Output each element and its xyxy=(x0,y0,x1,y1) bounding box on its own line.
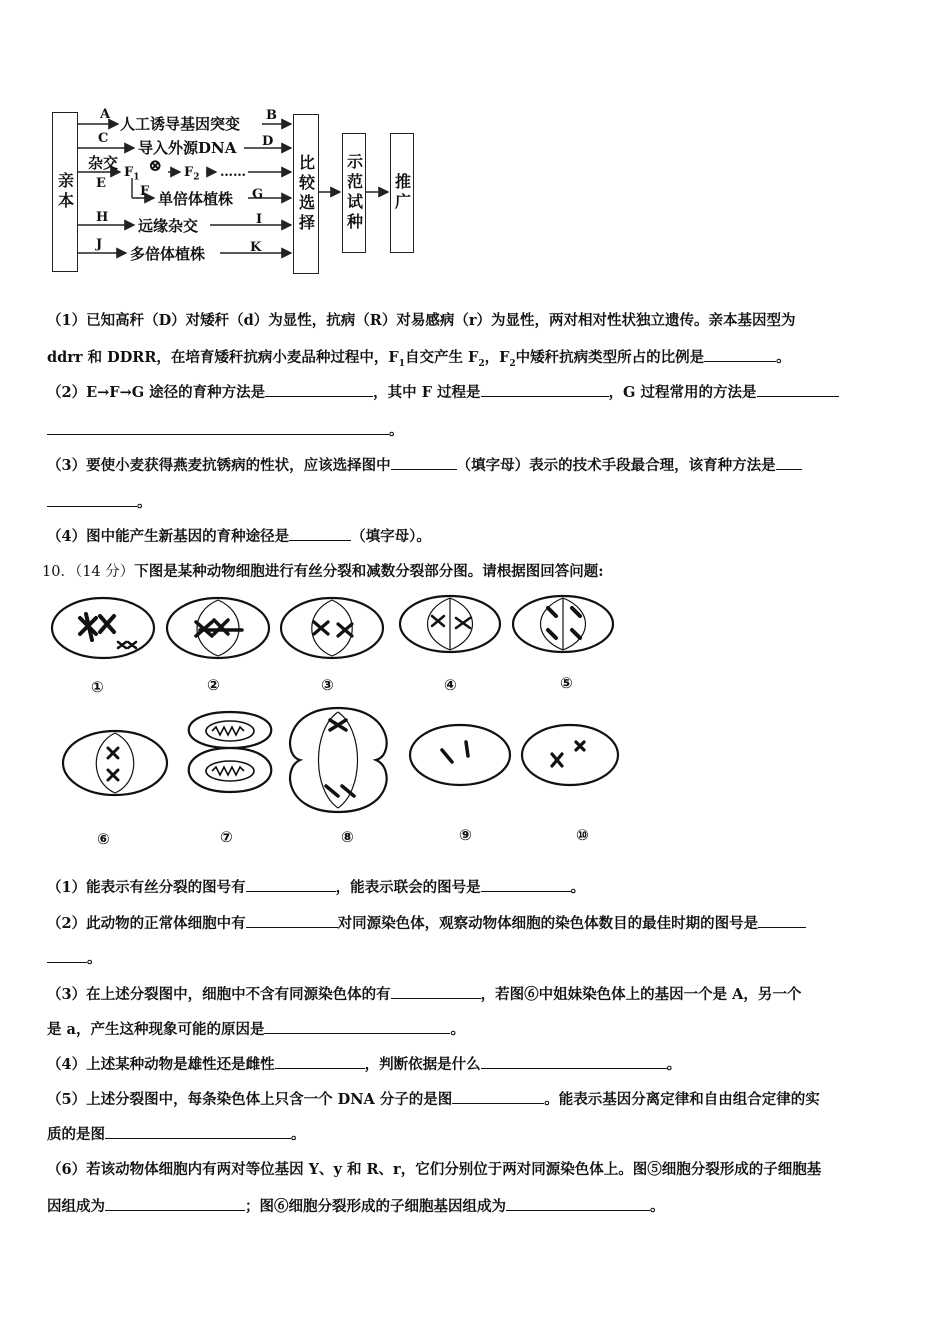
answer-blank[interactable] xyxy=(776,455,802,470)
answer-blank[interactable] xyxy=(506,1196,650,1211)
answer-blank[interactable] xyxy=(265,382,373,397)
cell-3 xyxy=(281,598,383,658)
answer-blank[interactable] xyxy=(47,492,137,507)
label-j: J xyxy=(96,237,103,252)
answer-blank[interactable] xyxy=(704,347,776,362)
figure-caption-9: ⑨ xyxy=(459,826,472,844)
q9-part4: （4）图中能产生新基因的育种途径是 （填字母）。 xyxy=(47,528,431,545)
label-f1: $F_1$ xyxy=(124,165,140,183)
q9-part1-line1: （1）已知高秆（D）对矮秆（d）为显性，抗病（R）对易感病（r）为显性，两对相对性状独立遗传。亲本基因型为 xyxy=(47,312,796,329)
q9-part2-line2: 。 xyxy=(47,420,404,441)
answer-blank[interactable] xyxy=(275,1054,365,1069)
q9-part2-line1: （2）E→F→G 途径的育种方法是 ，其中 F 过程是 ，G 过程常用的方法是 xyxy=(47,382,839,403)
figure-caption-2: ② xyxy=(207,676,220,694)
answer-blank[interactable] xyxy=(481,1054,667,1069)
answer-blank[interactable] xyxy=(481,382,609,397)
cell-division-figures xyxy=(0,590,640,850)
cell-9 xyxy=(410,725,510,785)
answer-blank[interactable] xyxy=(264,1019,450,1034)
answer-blank[interactable] xyxy=(452,1089,544,1104)
figure-caption-10: ⑩ xyxy=(576,826,589,844)
figure-caption-6: ⑥ xyxy=(97,830,110,848)
label-g: G xyxy=(252,187,264,202)
cell-7 xyxy=(189,712,272,792)
answer-blank[interactable] xyxy=(757,382,839,397)
answer-blank[interactable] xyxy=(481,877,571,892)
answer-blank[interactable] xyxy=(391,984,481,999)
cell-10 xyxy=(522,725,618,785)
q9-part3-line2: 。 xyxy=(47,492,152,513)
figure-caption-7: ⑦ xyxy=(220,828,233,846)
q10-part3-line2: 是 a，产生这种现象可能的原因是 。 xyxy=(47,1021,465,1038)
promote-box: 推广 xyxy=(390,133,414,253)
label-a: A xyxy=(100,107,111,122)
label-mutation: 人工诱导基因突变 xyxy=(120,115,241,133)
label-c: C xyxy=(98,131,109,146)
label-f2: $F_2$ xyxy=(184,165,200,183)
cell-6 xyxy=(63,731,167,795)
label-d: D xyxy=(262,134,274,149)
q10-part2-line2: 。 xyxy=(47,948,102,969)
q10-part1: （1）能表示有丝分裂的图号有 ，能表示联会的图号是 。 xyxy=(47,879,586,896)
demo-trial-box: 示范试种 xyxy=(342,133,366,253)
label-polyploid: 多倍体植株 xyxy=(130,245,206,263)
q9-part1-line2: ddrr 和 DDRR，在培育矮秆抗病小麦品种过程中，$F_1$自交产生 $F_2$，$F_2$中矮秆抗病类型所占的比例是 。 xyxy=(47,349,791,369)
compare-select-box: 比较选择 xyxy=(293,114,319,274)
label-hybrid: 杂交 xyxy=(88,154,119,172)
q10-part5-line1: （5）上述分裂图中，每条染色体上只含一个 DNA 分子的是图 。能表示基因分离定律和自由组合定律的实 xyxy=(47,1091,820,1108)
figure-caption-1: ① xyxy=(91,678,104,696)
label-i: I xyxy=(256,212,263,227)
answer-blank[interactable] xyxy=(105,1196,245,1211)
parent-box: 亲本 xyxy=(52,112,78,272)
answer-blank[interactable] xyxy=(47,948,87,963)
selfing-symbol: ⊗ xyxy=(148,156,163,176)
answer-blank[interactable] xyxy=(391,455,457,470)
q10-part5-line2: 质的是图 。 xyxy=(47,1126,306,1143)
q10-stem: 10．（14 分）下图是某种动物细胞进行有丝分裂和减数分裂部分图。请根据图回答问题: xyxy=(42,563,604,580)
label-dots: …… xyxy=(220,165,246,180)
q10-part6-line2: 因组成为 ；图⑥细胞分裂形成的子细胞基因组成为 。 xyxy=(47,1198,665,1215)
answer-blank[interactable] xyxy=(246,913,338,928)
answer-blank[interactable] xyxy=(105,1124,291,1139)
answer-blank[interactable] xyxy=(47,420,389,435)
label-f: F xyxy=(140,184,150,199)
label-k: K xyxy=(250,240,262,255)
label-foreign-dna: 导入外源DNA xyxy=(138,139,237,157)
q10-part6-line1: （6）若该动物体细胞内有两对等位基因 Y、y 和 R、r，它们分别位于两对同源染色体上。图⑤细胞分裂形成的子细胞基 xyxy=(47,1161,822,1178)
q9-part3-line1: （3）要使小麦获得燕麦抗锈病的性状，应该选择图中 （填字母）表示的技术手段最合理，该育种方法是 xyxy=(47,455,802,476)
figure-caption-3: ③ xyxy=(321,676,334,694)
label-h: H xyxy=(96,210,109,225)
label-e: E xyxy=(96,176,106,191)
q10-part3-line1: （3）在上述分裂图中，细胞中不含有同源染色体的有 ，若图⑥中姐妹染色体上的基因一个是 A，另一个 xyxy=(47,986,802,1003)
figure-caption-4: ④ xyxy=(444,676,457,694)
q10-part2-line1: （2）此动物的正常体细胞中有 对同源染色体，观察动物体细胞的染色体数目的最佳时期的图号是 xyxy=(47,913,806,934)
label-haploid: 单倍体植株 xyxy=(158,190,234,208)
answer-blank[interactable] xyxy=(246,877,336,892)
figure-caption-8: ⑧ xyxy=(341,828,354,846)
label-b: B xyxy=(266,108,277,123)
q10-part4: （4）上述某种动物是雄性还是雌性 ，判断依据是什么 。 xyxy=(47,1056,682,1073)
figure-caption-5: ⑤ xyxy=(560,674,573,692)
answer-blank[interactable] xyxy=(289,526,351,541)
answer-blank[interactable] xyxy=(758,913,806,928)
label-distant-hybrid: 远缘杂交 xyxy=(138,217,199,235)
